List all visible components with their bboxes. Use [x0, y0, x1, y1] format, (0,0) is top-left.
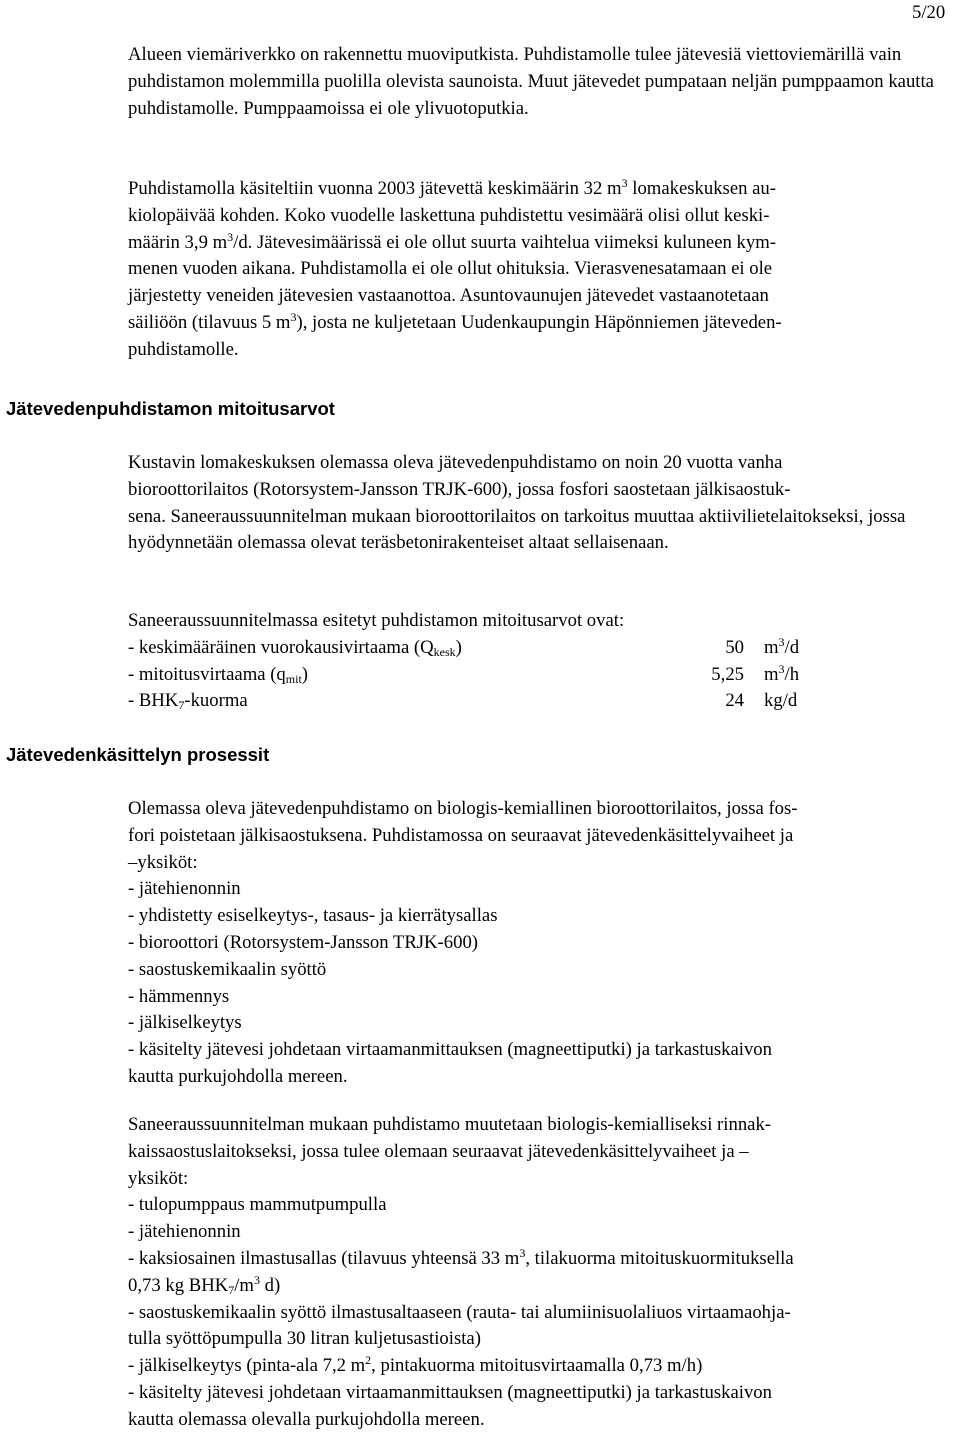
flow-line-2: kiolopäivää kohden. Koko vuodelle laskettuna puhdistettu vesimäärä olisi ollut keski-	[128, 204, 770, 226]
current-process-item: - hämmennys	[128, 985, 230, 1007]
design-value-unit: $m^3/d$	[764, 634, 800, 658]
design-line-3: sena. Saneeraussuunnitelman mukaan bioroottorilaitos on tarkoitus muuttaa aktiivilietelaitokseksi, jossa hyödynnetään olemassa olevat teräsbetonirakenteiset altaat sellaisenaan.	[128, 505, 906, 554]
flow-line-5: järjestetty veneiden jätevesien vastaanottoa. Asuntovaunujen jätevedet vastaanotetaan	[128, 285, 769, 307]
current-line-1: Olemassa oleva jätevedenpuhdistamo on biologis-kemiallinen bioroottorilaitos, jossa fos-	[128, 798, 798, 819]
current-line-2: fori poistetaan jälkisaostuksena. Puhdistamossa on seuraavat jätevedenkäsittelyvaiheet ja	[128, 824, 794, 846]
flow-line-7: puhdistamolle.	[128, 338, 239, 360]
planned-line-1: Saneeraussuunnitelman mukaan puhdistamo muutetaan biologis-kemialliseksi rinnak-	[128, 1114, 772, 1135]
current-process-paragraph	[128, 796, 954, 1091]
flow-line-3: määrin 3,9 $m^3/d$. Jätevesimäärissä ei ole ollut suurta vaihtelua viimeksi kuluneen kym-	[128, 229, 776, 253]
planned-process-item: kautta olemassa olevalla purkujohdolla mereen.	[128, 1408, 485, 1430]
design-values-table	[128, 608, 828, 715]
current-process-item: - bioroottori (Rotorsystem-Jansson TRJK-600)	[128, 931, 479, 953]
planned-process-item: tulla syöttöpumpulla 30 litran kuljetusastioista)	[128, 1328, 481, 1350]
planned-process-item: - jälkiselkeytys (pinta-ala 7,2 $m^2$, pintakuorma mitoitusvirtaamalla 0,73 m/h)	[128, 1353, 703, 1377]
section-heading-design-values: Jätevedenpuhdistamon mitoitusarvot	[6, 398, 335, 419]
design-value-number: 24	[725, 690, 744, 712]
design-value-label: - keskimääräinen vuorokausivirtaama $(Q_{kesk})$	[128, 636, 462, 659]
planned-process-item: - jätehienonnin	[128, 1221, 241, 1243]
flow-line-6: säiliöön (tilavuus 5 $m^3$), josta ne kuljetetaan Uudenkaupungin Häpönniemen jäteveden-	[128, 309, 782, 333]
design-value-row	[128, 635, 828, 662]
design-value-unit: kg/d	[764, 690, 798, 712]
design-line-2: bioroottorilaitos (Rotorsystem-Jansson TRJK-600), jossa fosfori saostetaan jälkisaostuk-	[128, 478, 791, 500]
current-line-3: –yksiköt:	[128, 851, 198, 873]
planned-process-item: - käsitelty jätevesi johdetaan virtaamanmittauksen (magneettiputki) ja tarkastuskaivon	[128, 1381, 772, 1403]
design-value-unit: $m^3/h$	[764, 661, 800, 685]
current-process-item: - jälkiselkeytys	[128, 1012, 242, 1034]
design-value-label: - $BHK_7$-kuorma	[128, 690, 248, 713]
planned-process-item: - tulopumppaus mammutpumpulla	[128, 1194, 387, 1216]
planned-line-2: kaissaostuslaitokseksi, jossa tulee olemaan seuraavat jätevedenkäsittelyvaiheet ja –	[128, 1140, 749, 1162]
design-line-1: Kustavin lomakeskuksen olemassa oleva jätevedenpuhdistamo on noin 20 vuotta vanha	[128, 452, 783, 473]
flow-paragraph	[128, 176, 954, 364]
planned-line-3: yksiköt:	[128, 1167, 189, 1189]
design-value-row	[128, 662, 828, 689]
flow-line-1: Puhdistamolla käsiteltiin vuonna 2003 jätevettä keskimäärin 32 $m^3$ lomakeskuksen au-	[128, 176, 777, 199]
current-process-item: - saostuskemikaalin syöttö	[128, 958, 327, 980]
planned-process-item: - saostuskemikaalin syöttö ilmastusaltaaseen (rauta- tai alumiinisuolaliuos virtaamaohja-	[128, 1301, 791, 1323]
design-values-intro: Saneeraussuunnitelmassa esitetyt puhdistamon mitoitusarvot ovat:	[128, 610, 625, 631]
current-process-item: - jätehienonnin	[128, 878, 241, 900]
planned-process-item: - kaksiosainen ilmastusallas (tilavuus yhteensä 33 $m^3$, tilakuorma mitoituskuormituksella	[128, 1245, 794, 1269]
flow-line-4: menen vuoden aikana. Puhdistamolla ei ole ollut ohituksia. Vierasvenesatamaan ei ole	[128, 258, 773, 280]
design-value-number: 50	[725, 636, 744, 658]
planned-process-item: 0,73 kg $BHK_7/m^3$ d)	[128, 1272, 281, 1297]
planned-process-paragraph	[128, 1112, 954, 1434]
design-paragraph	[128, 450, 948, 557]
intro-paragraph: Alueen viemäriverkko on rakennettu muoviputkista. Puhdistamolle tulee jätevesiä viettoviemärillä vain puhdistamon molemmilla puolilla olevista saunoista. Muut jätevedet pumpataan neljän pumppaamon kautta puhdistamolle. Pumppaamoissa ei ole ylivuotoputkia.	[128, 44, 934, 119]
section-heading-processes: Jätevedenkäsittelyn prosessit	[6, 744, 270, 765]
current-process-item: - käsitelty jätevesi johdetaan virtaamanmittauksen (magneettiputki) ja tarkastuskaivon	[128, 1039, 772, 1061]
current-process-item: - yhdistetty esiselkeytys-, tasaus- ja kierrätysallas	[128, 905, 498, 927]
design-value-number: 5,25	[711, 663, 744, 685]
page-number: 5/20	[912, 2, 946, 23]
current-process-item: kautta purkujohdolla mereen.	[128, 1065, 348, 1087]
design-value-row	[128, 688, 828, 715]
design-value-label: - mitoitusvirtaama $(q_{mit})$	[128, 663, 309, 686]
